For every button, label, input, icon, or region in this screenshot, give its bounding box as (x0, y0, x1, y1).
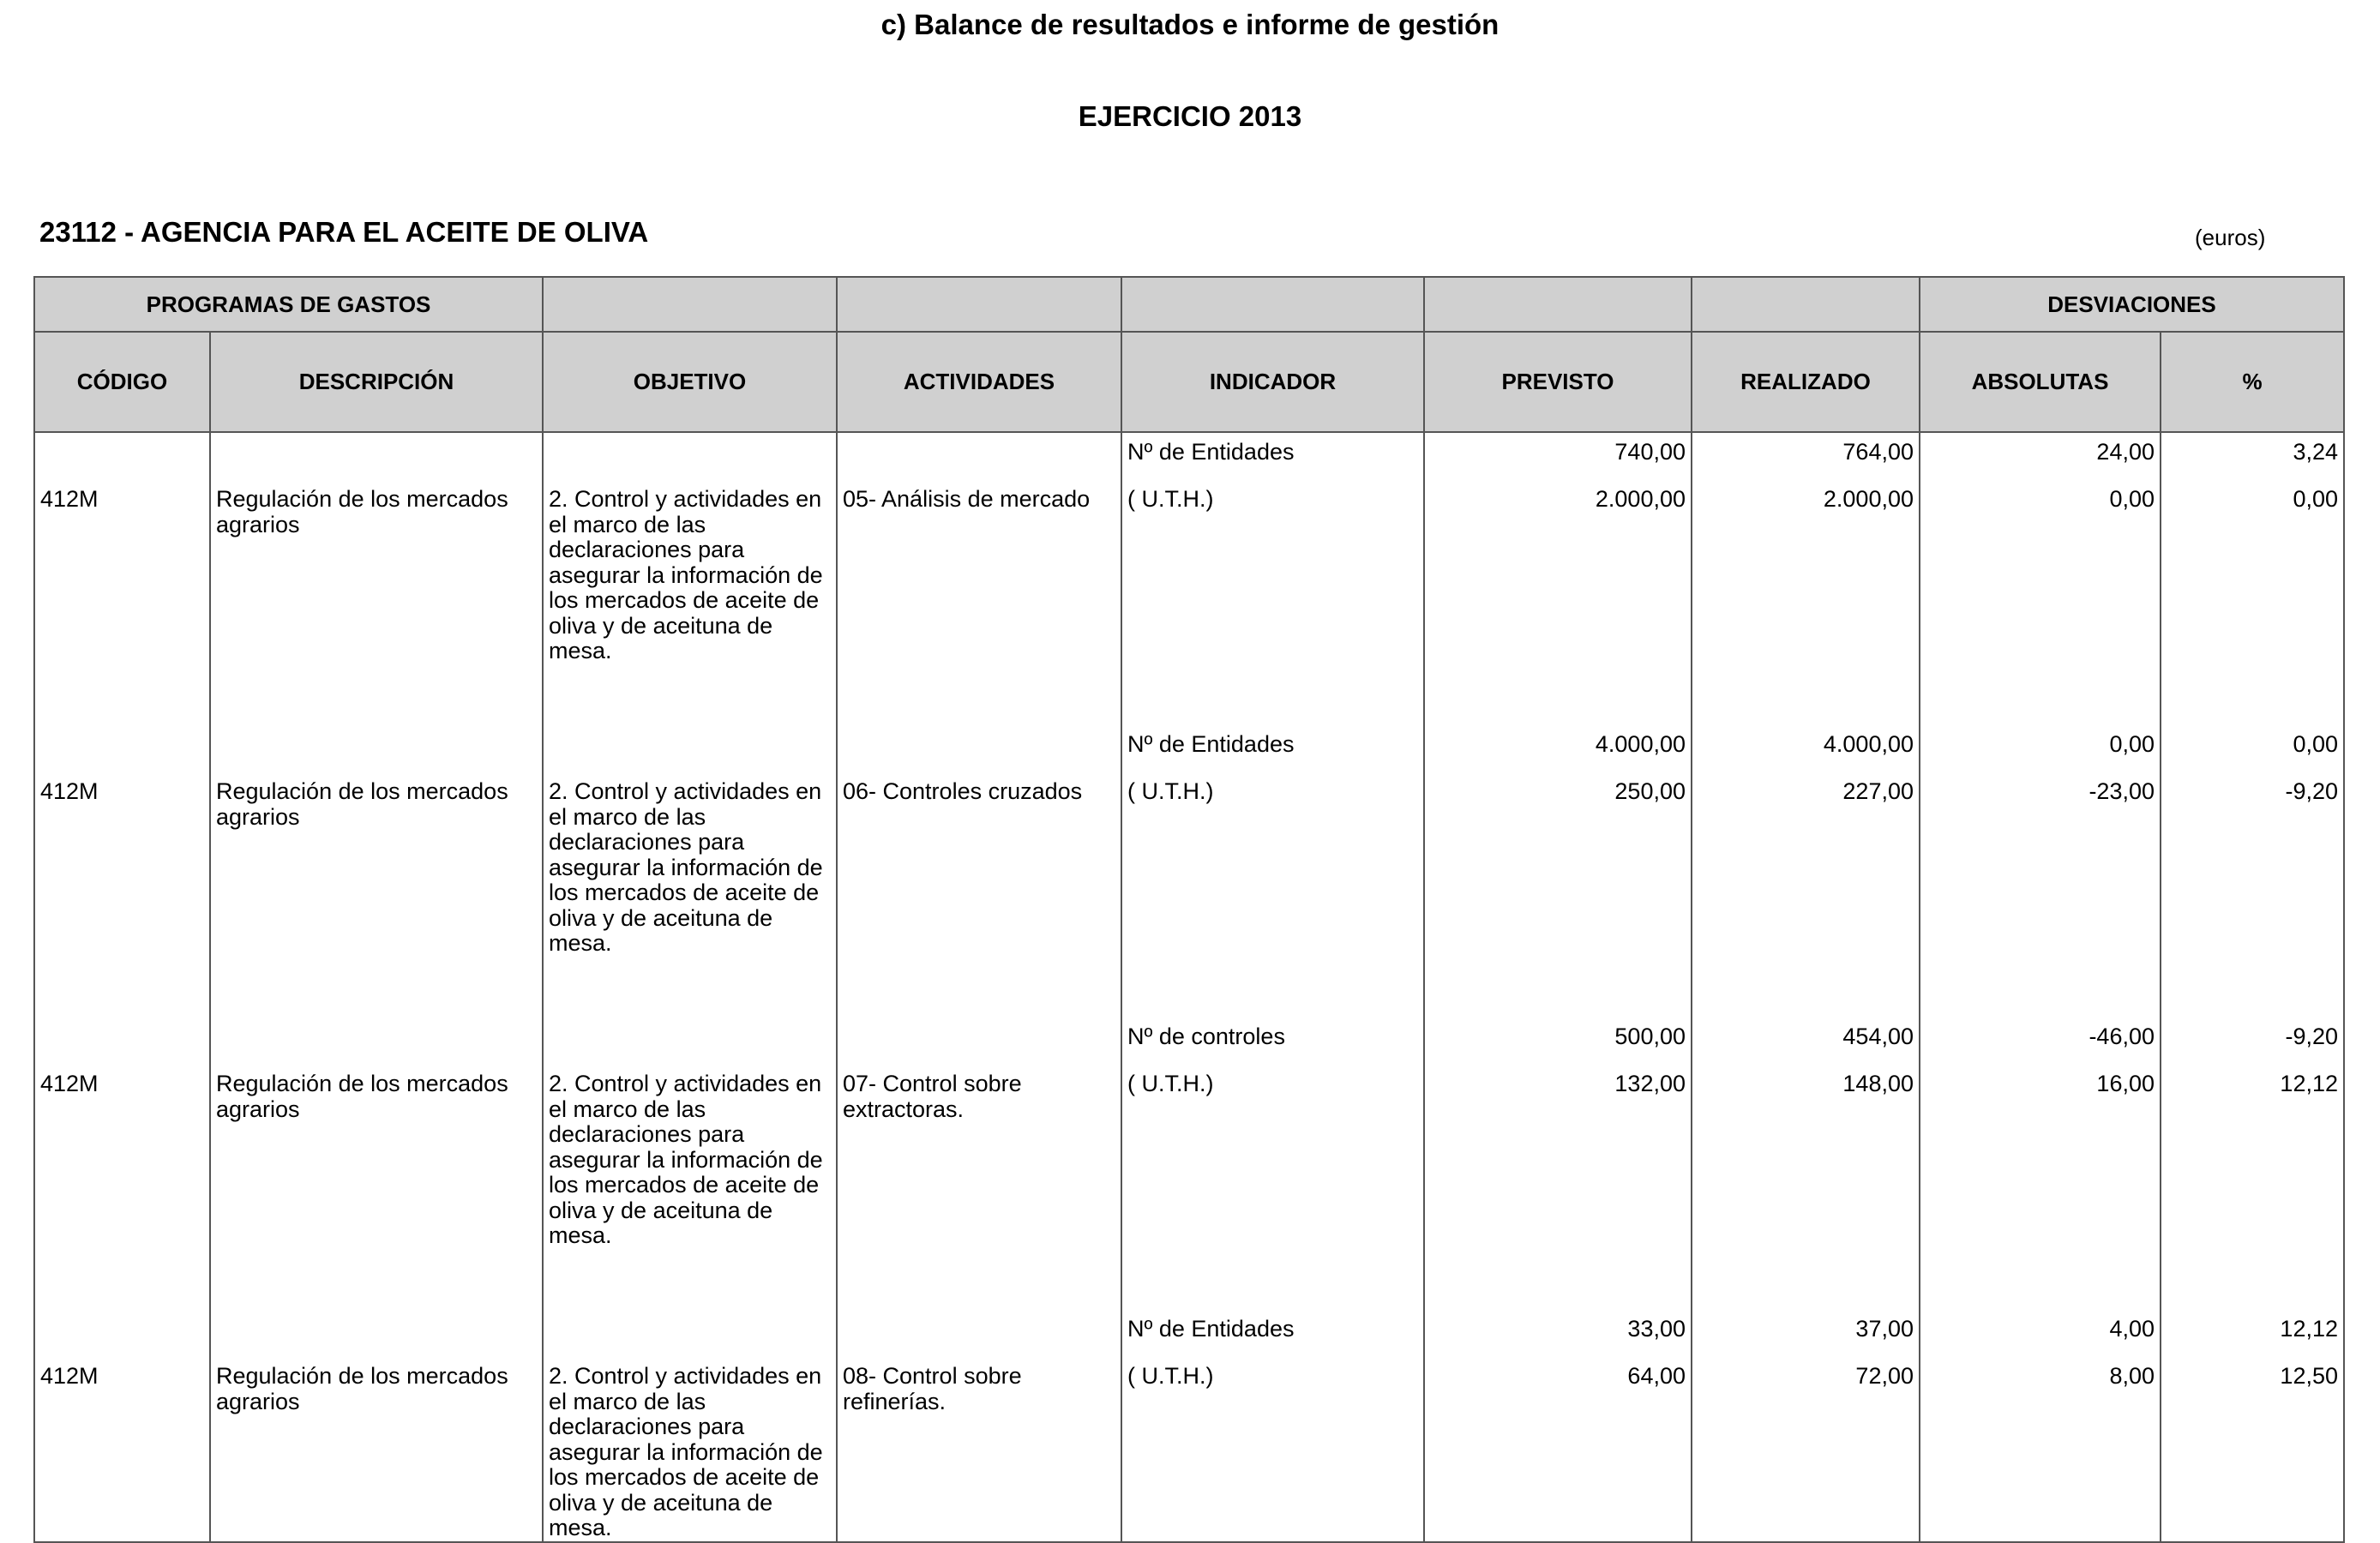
cell-objetivo: 2. Control y actividades en el marco de las declaraciones para asegurar la información de los mercados de aceite de oliva y de aceituna de mesa. (543, 487, 837, 725)
cell-pct: 12,12 (2161, 1072, 2344, 1310)
cell-previsto: 250,00 (1424, 779, 1692, 1018)
cell-previsto: 132,00 (1424, 1072, 1692, 1310)
table-row (34, 1364, 2344, 1542)
cell-absolutas: -23,00 (1920, 779, 2161, 1018)
cell-pct: 3,24 (2161, 432, 2344, 487)
cell-absolutas: 24,00 (1920, 432, 2161, 487)
group-header-row (34, 277, 2344, 332)
cell-absolutas: 4,00 (1920, 1310, 2161, 1364)
column-header-objetivo: OBJETIVO (543, 332, 837, 432)
cell-actividades: 07- Control sobre extractoras. (837, 1072, 1121, 1310)
cell-descripcion (210, 725, 543, 779)
cell-codigo: 412M (34, 1364, 210, 1542)
cell-indicador: ( U.T.H.) (1121, 487, 1424, 725)
cell-actividades (837, 725, 1121, 779)
cell-pct: 0,00 (2161, 725, 2344, 779)
cell-actividades (837, 432, 1121, 487)
table-row (34, 432, 2344, 487)
table-row (34, 725, 2344, 779)
cell-codigo: 412M (34, 1072, 210, 1310)
cell-indicador: Nº de controles (1121, 1018, 1424, 1072)
table-row (34, 1310, 2344, 1364)
cell-absolutas: 0,00 (1920, 725, 2161, 779)
cell-indicador: Nº de Entidades (1121, 432, 1424, 487)
cell-descripcion (210, 432, 543, 487)
cell-descripcion: Regulación de los mercados agrarios (210, 1072, 543, 1310)
cell-previsto: 64,00 (1424, 1364, 1692, 1542)
group-header-blank (1424, 277, 1692, 332)
cell-realizado: 37,00 (1692, 1310, 1920, 1364)
cell-objetivo: 2. Control y actividades en el marco de las declaraciones para asegurar la información de los mercados de aceite de oliva y de aceituna de mesa. (543, 1072, 837, 1310)
group-header-blank (1121, 277, 1424, 332)
cell-realizado: 4.000,00 (1692, 725, 1920, 779)
cell-actividades: 08- Control sobre refinerías. (837, 1364, 1121, 1542)
cell-realizado: 2.000,00 (1692, 487, 1920, 725)
cell-descripcion: Regulación de los mercados agrarios (210, 779, 543, 1018)
cell-previsto: 33,00 (1424, 1310, 1692, 1364)
cell-descripcion: Regulación de los mercados agrarios (210, 1364, 543, 1542)
cell-codigo: 412M (34, 487, 210, 725)
cell-indicador: ( U.T.H.) (1121, 1072, 1424, 1310)
table-row (34, 779, 2344, 1018)
cell-previsto: 740,00 (1424, 432, 1692, 487)
cell-realizado: 72,00 (1692, 1364, 1920, 1542)
cell-actividades: 05- Análisis de mercado (837, 487, 1121, 725)
cell-indicador: ( U.T.H.) (1121, 1364, 1424, 1542)
cell-objetivo (543, 725, 837, 779)
document-title: c) Balance de resultados e informe de gestión (880, 9, 1500, 40)
cell-pct: 12,50 (2161, 1364, 2344, 1542)
cell-codigo (34, 432, 210, 487)
table-body (34, 432, 2344, 1542)
group-header-blank (837, 277, 1121, 332)
table-row (34, 487, 2344, 725)
column-header-actividades: ACTIVIDADES (837, 332, 1121, 432)
cell-objetivo: 2. Control y actividades en el marco de las declaraciones para asegurar la información de los mercados de aceite de oliva y de aceituna de mesa. (543, 779, 837, 1018)
cell-previsto: 2.000,00 (1424, 487, 1692, 725)
cell-codigo (34, 1018, 210, 1072)
cell-indicador: Nº de Entidades (1121, 1310, 1424, 1364)
cell-realizado: 227,00 (1692, 779, 1920, 1018)
table-row (34, 1072, 2344, 1310)
results-table (33, 276, 2345, 1543)
cell-pct: -9,20 (2161, 779, 2344, 1018)
column-header-indicador: INDICADOR (1121, 332, 1424, 432)
cell-indicador: ( U.T.H.) (1121, 779, 1424, 1018)
cell-pct: 12,12 (2161, 1310, 2344, 1364)
cell-actividades (837, 1018, 1121, 1072)
cell-codigo: 412M (34, 779, 210, 1018)
cell-objetivo (543, 432, 837, 487)
cell-descripcion (210, 1310, 543, 1364)
cell-pct: 0,00 (2161, 487, 2344, 725)
column-header-codigo: CÓDIGO (34, 332, 210, 432)
cell-realizado: 764,00 (1692, 432, 1920, 487)
cell-objetivo: 2. Control y actividades en el marco de las declaraciones para asegurar la información de los mercados de aceite de oliva y de aceituna de mesa. (543, 1364, 837, 1542)
column-header-absolutas: ABSOLUTAS (1920, 332, 2161, 432)
cell-descripcion (210, 1018, 543, 1072)
cell-absolutas: 16,00 (1920, 1072, 2161, 1310)
group-header-blank (543, 277, 837, 332)
group-header-blank (1692, 277, 1920, 332)
cell-realizado: 148,00 (1692, 1072, 1920, 1310)
cell-actividades: 06- Controles cruzados (837, 779, 1121, 1018)
cell-actividades (837, 1310, 1121, 1364)
column-header-row (34, 332, 2344, 432)
cell-absolutas: 0,00 (1920, 487, 2161, 725)
column-header-pct: % (2161, 332, 2344, 432)
cell-absolutas: 8,00 (1920, 1364, 2161, 1542)
cell-objetivo (543, 1018, 837, 1072)
document-subtitle: EJERCICIO 2013 (1078, 100, 1302, 132)
cell-objetivo (543, 1310, 837, 1364)
cell-indicador: Nº de Entidades (1121, 725, 1424, 779)
cell-absolutas: -46,00 (1920, 1018, 2161, 1072)
group-header-programas: PROGRAMAS DE GASTOS (34, 277, 543, 332)
cell-pct: -9,20 (2161, 1018, 2344, 1072)
column-header-previsto: PREVISTO (1424, 332, 1692, 432)
cell-descripcion: Regulación de los mercados agrarios (210, 487, 543, 725)
cell-realizado: 454,00 (1692, 1018, 1920, 1072)
group-header-desviaciones: DESVIACIONES (1920, 277, 2344, 332)
column-header-descripcion: DESCRIPCIÓN (210, 332, 543, 432)
cell-codigo (34, 725, 210, 779)
column-header-realizado: REALIZADO (1692, 332, 1920, 432)
units-label: (euros) (2195, 225, 2266, 250)
cell-previsto: 4.000,00 (1424, 725, 1692, 779)
cell-codigo (34, 1310, 210, 1364)
entity-heading: 23112 - AGENCIA PARA EL ACEITE DE OLIVA (39, 216, 649, 248)
cell-previsto: 500,00 (1424, 1018, 1692, 1072)
table-row (34, 1018, 2344, 1072)
